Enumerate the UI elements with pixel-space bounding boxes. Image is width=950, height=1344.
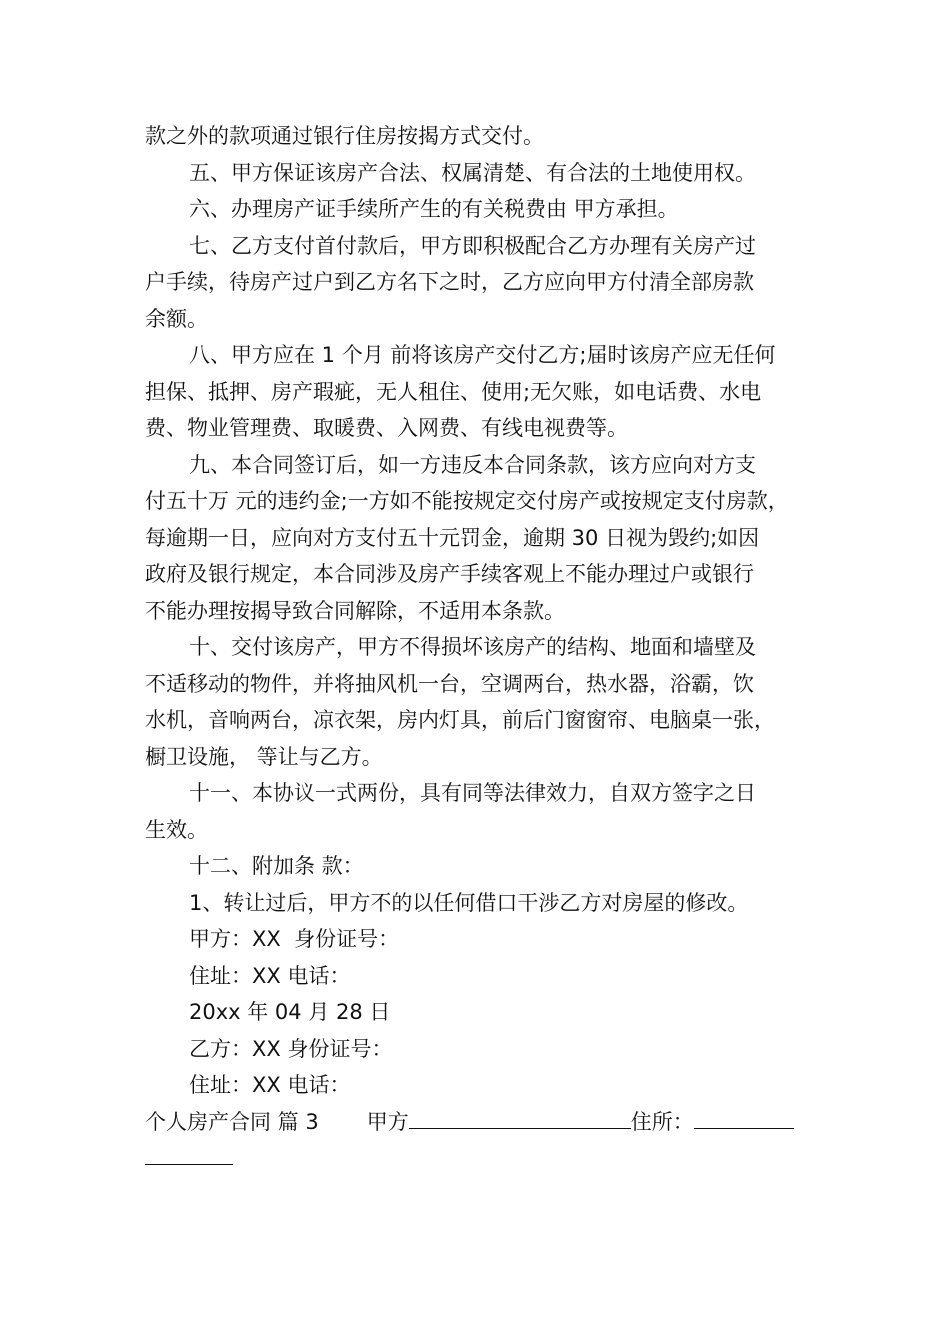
- next-section-header: [145, 1104, 815, 1141]
- text-line: 九、本合同签订后，如一方违反本合同条款，该方应向对方支: [189, 452, 756, 477]
- text-line: 担保、抵押、房产瑕疵，无人租住、使用;无欠账，如电话费、水电: [145, 379, 762, 404]
- clause-6: 六、办理房产证手续所产生的有关税费由 甲方承担。: [189, 197, 679, 221]
- clause-12-item-1: 1、转让过后，甲方不的以任何借口干涉乙方对房屋的修改。: [189, 890, 749, 915]
- next-section-title: 个人房产合同 篇 3: [145, 1109, 319, 1134]
- next-address-label: 住所：: [630, 1109, 694, 1134]
- text-line: 余额。: [145, 306, 208, 331]
- text-line: 费、物业管理费、取暖费、入网费、有线电视费等。: [145, 416, 628, 440]
- clause-10: [145, 629, 815, 775]
- text-line: 水机，音响两台，凉衣架，房内灯具，前后门窗窗帘、电脑桌一张，: [145, 708, 775, 732]
- address-blank-continued: [145, 1142, 233, 1165]
- text-line: 每逾期一日，应向对方支付五十元罚金，逾期 30 日视为毁约;如因: [145, 525, 760, 550]
- text-line: 橱卫设施， 等让与乙方。: [145, 744, 383, 769]
- signing-date: 20xx 年 04 月 28 日: [189, 1000, 391, 1024]
- text-line: 十一、本协议一式两份，具有同等法律效力，自双方签字之日: [189, 781, 756, 805]
- party-b-address: 住址：XX 电话：: [189, 1073, 351, 1097]
- text-line: 十、交付该房产，甲方不得损坏该房产的结构、地面和墙壁及: [189, 635, 756, 659]
- next-party-a-label: 甲方: [366, 1109, 409, 1134]
- text-line: 七、乙方支付首付款后，甲方即积极配合乙方办理有关房产过: [189, 233, 756, 258]
- clause-9: [145, 447, 815, 630]
- clause-12-heading: 十二、附加条 款：: [189, 854, 364, 878]
- clause-5: 五、甲方保证该房产合法、权属清楚、有合法的土地使用权。: [189, 160, 756, 185]
- text-line: 户手续，待房产过户到乙方名下之时，乙方应向甲方付清全部房款: [145, 270, 754, 294]
- text-line: 八、甲方应在 1 个月 前将该房产交付乙方;届时该房产应无任何: [189, 343, 776, 367]
- address-blank: [694, 1106, 794, 1129]
- clause-7: [145, 228, 815, 338]
- party-a-address: 住址：XX 电话：: [189, 963, 351, 988]
- clause-8: [145, 337, 815, 447]
- text-line: 不适移动的物件，并将抽风机一台，空调两台，热水器，浴霸，饮: [145, 671, 754, 696]
- text-line: 生效。: [145, 817, 208, 842]
- text-line: 款之外的款项通过银行住房按揭方式交付。: [145, 124, 544, 148]
- text-line: 不能办理按揭导致合同解除，不适用本条款。: [145, 598, 565, 623]
- text-line: 付五十万 元的违约金;一方如不能按规定交付房产或按规定支付房款，: [145, 489, 789, 513]
- document-page: [145, 118, 815, 1177]
- party-a-blank: [409, 1106, 631, 1129]
- text-line: 政府及银行规定，本合同涉及房产手续客观上不能办理过户或银行: [145, 562, 754, 586]
- party-b-id: 乙方：XX 身份证号：: [189, 1036, 393, 1061]
- party-a-id: 甲方：XX 身份证号：: [189, 927, 400, 951]
- continuation-blank-line: [145, 1140, 815, 1177]
- clause-11: [145, 775, 815, 848]
